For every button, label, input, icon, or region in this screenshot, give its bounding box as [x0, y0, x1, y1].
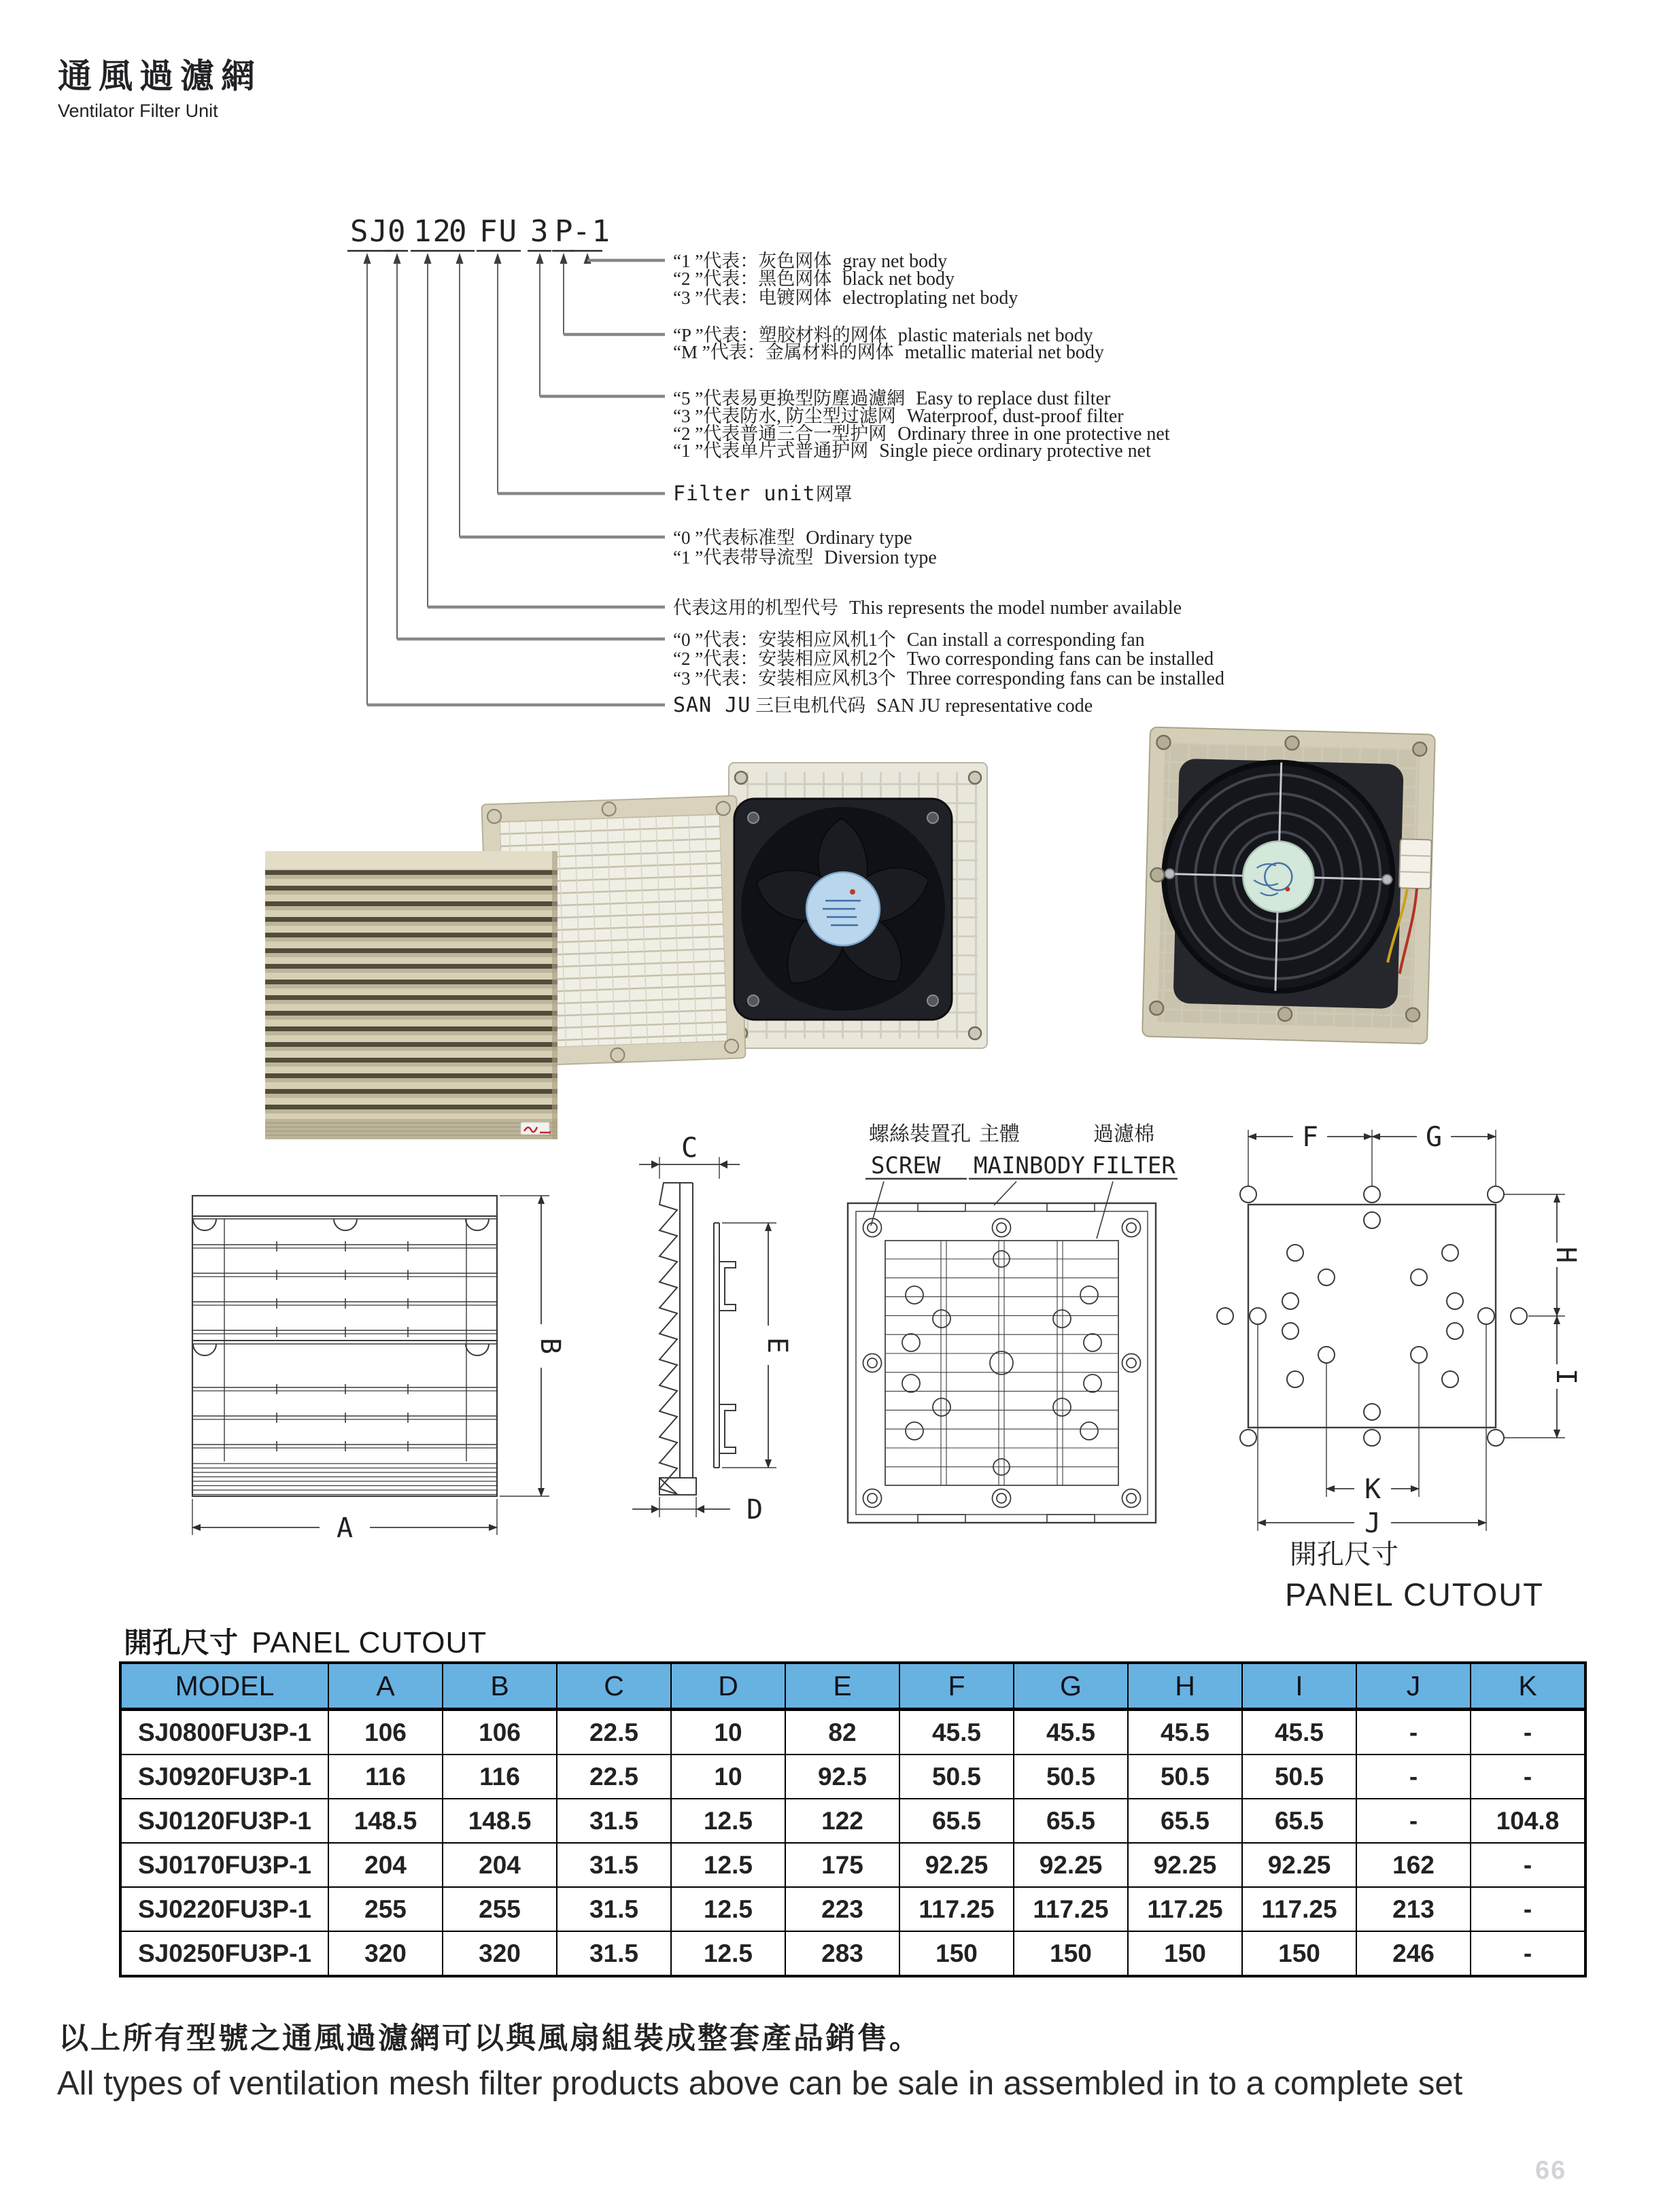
- screw-hole-ring: [1127, 1358, 1136, 1368]
- dim-value-cell: 92.25: [1014, 1843, 1128, 1887]
- dim-value-cell: 10: [671, 1755, 785, 1799]
- dim-value-cell: -: [1471, 1755, 1585, 1799]
- edge-tab: [1047, 1203, 1095, 1211]
- dim-h-label: H: [1550, 1246, 1581, 1264]
- guard-screw: [1165, 869, 1174, 878]
- screw-label-zh: 螺絲裝置孔: [869, 1123, 971, 1145]
- cutout-hole: [1364, 1186, 1380, 1203]
- scallop-notch: [193, 1219, 216, 1230]
- cutout-hole: [1240, 1186, 1256, 1203]
- dim-value-cell: 65.5: [1128, 1799, 1242, 1843]
- col-header-j: J: [1356, 1663, 1471, 1710]
- label-leader: [1097, 1181, 1113, 1239]
- col-header-f: F: [899, 1663, 1014, 1710]
- edge-tab: [1047, 1515, 1095, 1523]
- technical-drawings: [95, 1108, 1632, 1645]
- col-header-c: C: [557, 1663, 671, 1710]
- screw-hole-ring: [1127, 1223, 1136, 1232]
- cutout-hole: [1364, 1404, 1380, 1420]
- dim-value-cell: 50.5: [1014, 1755, 1128, 1799]
- legend-line: SAN JU 三巨电机代码 SAN JU representative code: [673, 693, 1093, 717]
- screw-icon: [725, 1039, 739, 1054]
- dim-value-cell: -: [1356, 1755, 1471, 1799]
- table-row: [120, 1710, 1585, 1755]
- col-header-d: D: [671, 1663, 785, 1710]
- dim-value-cell: 92.5: [785, 1755, 899, 1799]
- dim-value-cell: 246: [1356, 1931, 1471, 1976]
- cutout-hole: [1447, 1323, 1463, 1339]
- screw-hole-ring: [863, 1354, 882, 1372]
- dim-value-cell: 213: [1356, 1887, 1471, 1931]
- dim-j-label: J: [1364, 1508, 1381, 1539]
- dim-b-label: B: [534, 1337, 566, 1355]
- dim-value-cell: 12.5: [671, 1887, 785, 1931]
- connector-notch: [1400, 871, 1431, 872]
- dim-value-cell: -: [1471, 1843, 1585, 1887]
- fan-corner-screw: [748, 995, 759, 1006]
- col-header-k: K: [1471, 1663, 1585, 1710]
- dim-arrow: [696, 1505, 704, 1513]
- model-cell: SJ0920FU3P-1: [120, 1755, 328, 1799]
- dim-value-cell: -: [1471, 1710, 1585, 1755]
- screw-icon: [602, 802, 616, 816]
- cutout-hole: [1478, 1308, 1494, 1324]
- dim-value-cell: -: [1356, 1799, 1471, 1843]
- dim-value-cell: 117.25: [1014, 1887, 1128, 1931]
- model-code-group: 0: [449, 214, 468, 249]
- dim-value-cell: 12.5: [671, 1843, 785, 1887]
- model-cell: SJ0250FU3P-1: [120, 1931, 328, 1976]
- dim-value-cell: 104.8: [1471, 1799, 1585, 1843]
- legend-line: “M ”代表：金属材料的网体 metallic material net body: [673, 342, 1104, 363]
- dim-value-cell: 45.5: [899, 1710, 1014, 1755]
- screw-icon: [969, 772, 981, 784]
- dim-value-cell: 106: [328, 1710, 443, 1755]
- dim-value-cell: 122: [785, 1799, 899, 1843]
- cutout-hole: [1240, 1430, 1256, 1446]
- screw-hole-ring: [1127, 1493, 1136, 1503]
- cutout-hole: [1442, 1371, 1458, 1387]
- legend-line: “3 ”代表防水, 防尘型过滤网 Waterproof, dust-proof filter: [673, 406, 1124, 427]
- dim-c-label: C: [681, 1133, 698, 1164]
- model-code-group: SJ: [350, 214, 389, 249]
- mainbody-inner: [856, 1211, 1148, 1515]
- legend-line: “1 ”代表带导流型 Diversion type: [673, 547, 937, 568]
- dim-value-cell: 116: [328, 1755, 443, 1799]
- legend-line: “1 ”代表单片式普通护网 Single piece ordinary protective net: [673, 440, 1151, 462]
- dim-value-cell: 31.5: [557, 1931, 671, 1976]
- legend-line: “3 ”代表：电镀网体 electroplating net body: [673, 288, 1018, 309]
- dim-value-cell: 148.5: [443, 1799, 557, 1843]
- table-row: [120, 1887, 1585, 1931]
- louver-edge-shade: [552, 851, 557, 1139]
- col-header-model: MODEL: [120, 1663, 328, 1710]
- dim-value-cell: 150: [1242, 1931, 1356, 1976]
- dim-value-cell: 31.5: [557, 1843, 671, 1887]
- mount-hole: [1084, 1334, 1101, 1351]
- cutout-hole: [1287, 1245, 1303, 1261]
- table-title-en: PANEL CUTOUT: [252, 1626, 487, 1659]
- footer-line-zh: 以上所有型號之通風過濾網可以與風扇組裝成整套產品銷售。: [58, 2022, 921, 2055]
- dim-value-cell: -: [1471, 1887, 1585, 1931]
- dim-value-cell: 45.5: [1242, 1710, 1356, 1755]
- dim-g-label: G: [1425, 1122, 1443, 1153]
- dim-value-cell: 116: [443, 1755, 557, 1799]
- dim-value-cell: 255: [443, 1887, 557, 1931]
- cutout-hole: [1282, 1323, 1299, 1339]
- axial-fan-photo: [734, 799, 952, 1020]
- dim-value-cell: 117.25: [899, 1887, 1014, 1931]
- legend-line: “2 ”代表：黑色网体 black net body: [673, 269, 955, 290]
- dim-value-cell: 148.5: [328, 1799, 443, 1843]
- dim-value-cell: 50.5: [1128, 1755, 1242, 1799]
- cutout-hole: [1318, 1347, 1335, 1363]
- dim-value-cell: 92.25: [1242, 1843, 1356, 1887]
- dim-value-cell: 65.5: [899, 1799, 1014, 1843]
- dim-value-cell: 162: [1356, 1843, 1471, 1887]
- col-header-e: E: [785, 1663, 899, 1710]
- model-cell: SJ0800FU3P-1: [120, 1710, 328, 1755]
- screw-hole-ring: [1122, 1354, 1141, 1372]
- page-subtitle: Ventilator Filter Unit: [58, 101, 218, 121]
- dim-value-cell: 22.5: [557, 1710, 671, 1755]
- dim-value-cell: 82: [785, 1710, 899, 1755]
- unit-screw-icon: [1156, 736, 1171, 750]
- screw-icon: [611, 1048, 625, 1062]
- table-title: [124, 1621, 487, 1661]
- screw-icon: [487, 810, 502, 824]
- dim-i-label: I: [1550, 1368, 1581, 1385]
- dim-d-label: D: [746, 1494, 763, 1525]
- dim-value-cell: 117.25: [1128, 1887, 1242, 1931]
- unit-screw-icon: [1278, 1007, 1292, 1022]
- front-view-outline: [192, 1196, 497, 1496]
- model-code-group: 3: [530, 214, 550, 249]
- page-number: 66: [1535, 2156, 1567, 2185]
- leader-arrow: [584, 253, 591, 264]
- dim-value-cell: 204: [443, 1843, 557, 1887]
- dim-value-cell: 283: [785, 1931, 899, 1976]
- edge-tab: [918, 1203, 965, 1211]
- cutout-hole: [1364, 1212, 1380, 1228]
- col-header-a: A: [328, 1663, 443, 1710]
- table-row: [120, 1931, 1585, 1976]
- scallop-notch: [466, 1344, 489, 1355]
- screw-hole-ring: [1122, 1219, 1141, 1237]
- dim-value-cell: 150: [1128, 1931, 1242, 1976]
- page-header: [58, 49, 262, 122]
- table-title-zh: 開孔尺寸: [124, 1627, 239, 1659]
- model-code-group: -1: [572, 214, 611, 249]
- legend-line: 代表这用的机型代号 This represents the model number available: [673, 598, 1182, 619]
- dim-value-cell: 106: [443, 1710, 557, 1755]
- cutout-hole: [1442, 1245, 1458, 1261]
- mount-hole: [933, 1310, 950, 1328]
- cutout-hole: [1282, 1293, 1299, 1309]
- edge-tab: [918, 1515, 965, 1523]
- mount-hole: [1084, 1375, 1101, 1392]
- scallop-notch: [334, 1219, 357, 1230]
- legend-line: “1 ”代表：灰色网体 gray net body: [673, 251, 948, 272]
- cutout-hole: [1488, 1186, 1504, 1203]
- louver-top-cap: [265, 851, 557, 869]
- legend-line: “0 ”代表：安装相应风机1个 Can install a corresponding fan: [673, 629, 1145, 651]
- cutout-hole: [1411, 1269, 1427, 1285]
- model-code-group: 12: [413, 214, 452, 249]
- dim-value-cell: 50.5: [1242, 1755, 1356, 1799]
- cutout-hole: [1287, 1371, 1303, 1387]
- mount-hole: [1080, 1286, 1098, 1304]
- model-cell: SJ0220FU3P-1: [120, 1887, 328, 1931]
- dim-value-cell: 12.5: [671, 1799, 785, 1843]
- legend-line: “2 ”代表：安装相应风机2个 Two corresponding fans can be installed: [673, 649, 1214, 670]
- dim-value-cell: 320: [328, 1931, 443, 1976]
- scallop-notch: [193, 1344, 216, 1355]
- louver-grille-photo: [265, 851, 557, 1139]
- mainbody-label-en: MAINBODY: [974, 1152, 1085, 1179]
- dim-value-cell: 175: [785, 1843, 899, 1887]
- cutout-hole: [1364, 1430, 1380, 1446]
- dim-value-cell: 150: [899, 1931, 1014, 1976]
- cutout-hole: [1488, 1430, 1504, 1446]
- unit-screw-icon: [1150, 1001, 1164, 1016]
- connector-block: [1399, 839, 1432, 888]
- side-clip: [719, 1404, 736, 1453]
- assembled-unit-photo: [1142, 727, 1435, 1044]
- screw-hole-ring: [868, 1223, 877, 1232]
- scallop-notch: [466, 1219, 489, 1230]
- dim-value-cell: 117.25: [1242, 1887, 1356, 1931]
- dim-f-label: F: [1301, 1122, 1319, 1153]
- dim-value-cell: 31.5: [557, 1799, 671, 1843]
- model-code-group: 0: [388, 214, 407, 249]
- footer-line-en: All types of ventilation mesh filter products above can be sale in assembled in to a complete set: [57, 2065, 1463, 2102]
- unit-screw-icon: [1406, 1008, 1420, 1022]
- dim-arrow: [651, 1505, 659, 1513]
- col-header-i: I: [1242, 1663, 1356, 1710]
- fan-corner-screw: [748, 812, 759, 823]
- filter-label-zh: 過濾棉: [1093, 1123, 1154, 1145]
- cutout-hole: [1217, 1308, 1233, 1324]
- cutout-hole: [1411, 1347, 1427, 1363]
- dim-value-cell: 150: [1014, 1931, 1128, 1976]
- panel-cutout-table: [119, 1661, 1587, 1977]
- center-hole: [990, 1351, 1013, 1375]
- screw-hole-ring: [993, 1489, 1011, 1508]
- dim-arrow: [651, 1160, 659, 1169]
- label-leader: [994, 1181, 1016, 1205]
- dim-value-cell: 92.25: [899, 1843, 1014, 1887]
- side-foot: [659, 1478, 696, 1495]
- mount-hole: [1080, 1422, 1098, 1440]
- cutout-caption-en: PANEL CUTOUT: [1285, 1576, 1544, 1612]
- dim-value-cell: 10: [671, 1710, 785, 1755]
- mount-hole: [1053, 1310, 1071, 1328]
- hub-label-logo-dot: [850, 889, 855, 895]
- unit-screw-icon: [1413, 742, 1427, 757]
- screw-hole-ring: [1122, 1489, 1141, 1508]
- fan-corner-screw: [927, 995, 938, 1006]
- mount-hole: [906, 1422, 923, 1440]
- dim-arrow: [719, 1160, 727, 1169]
- cutout-outline: [1248, 1205, 1496, 1428]
- guard-screw: [1382, 875, 1392, 884]
- model-cell: SJ0170FU3P-1: [120, 1843, 328, 1887]
- cutout-hole: [1250, 1308, 1266, 1324]
- table-row: [120, 1755, 1585, 1799]
- filter-label-en: FILTER: [1092, 1152, 1175, 1179]
- unit-screw-icon: [1285, 736, 1299, 750]
- mainbody-label-zh: 主體: [979, 1123, 1020, 1145]
- dim-e-label: E: [761, 1336, 793, 1354]
- mount-hole: [906, 1286, 923, 1304]
- side-sawtooth: [659, 1183, 693, 1494]
- dim-value-cell: 223: [785, 1887, 899, 1931]
- screw-hole-ring: [997, 1493, 1006, 1503]
- filter-area: [885, 1241, 1118, 1485]
- dim-value-cell: -: [1471, 1931, 1585, 1976]
- col-header-h: H: [1128, 1663, 1242, 1710]
- dim-value-cell: 204: [328, 1843, 443, 1887]
- fan-corner-screw: [927, 812, 938, 823]
- unit-screw-icon: [1150, 868, 1165, 882]
- page-title: 通風過濾網: [58, 57, 262, 95]
- louver-slats: [265, 869, 557, 1119]
- dim-value-cell: 255: [328, 1887, 443, 1931]
- cutout-caption-zh: 開孔尺寸: [1290, 1540, 1398, 1570]
- connector-notch: [1400, 855, 1431, 856]
- screw-hole-ring: [993, 1219, 1011, 1237]
- model-code-diagram: [320, 194, 1360, 738]
- mount-hole: [1053, 1398, 1071, 1416]
- dim-value-cell: 45.5: [1128, 1710, 1242, 1755]
- dim-a-label: A: [336, 1513, 354, 1544]
- dim-value-cell: 12.5: [671, 1931, 785, 1976]
- table-header-row: [120, 1663, 1585, 1710]
- cutout-hole: [1318, 1269, 1335, 1285]
- screw-hole-ring: [868, 1493, 877, 1503]
- legend-line: “3 ”代表：安装相应风机3个 Three corresponding fans can be installed: [673, 668, 1224, 689]
- mount-hole: [902, 1375, 920, 1392]
- legend-line: “0 ”代表标准型 Ordinary type: [673, 528, 912, 549]
- dim-value-cell: 22.5: [557, 1755, 671, 1799]
- dim-k-label: K: [1364, 1474, 1381, 1505]
- mount-hole: [933, 1398, 950, 1416]
- table-row: [120, 1843, 1585, 1887]
- cutout-hole: [1511, 1308, 1527, 1324]
- col-header-b: B: [443, 1663, 557, 1710]
- model-code-group: P: [555, 214, 574, 249]
- legend-line: “P ”代表：塑胶材料的网体 plastic materials net body: [673, 325, 1093, 346]
- model-code-group: FU: [479, 214, 518, 249]
- product-photos: [252, 707, 1448, 1156]
- side-clip: [719, 1262, 736, 1311]
- mount-hole: [902, 1334, 920, 1351]
- screw-hole-ring: [863, 1489, 882, 1508]
- model-cell: SJ0120FU3P-1: [120, 1799, 328, 1843]
- col-header-g: G: [1014, 1663, 1128, 1710]
- dim-value-cell: 65.5: [1242, 1799, 1356, 1843]
- legend-line: “5 ”代表易更换型防塵過濾網 Easy to replace dust filter: [673, 388, 1111, 409]
- dim-value-cell: 92.25: [1128, 1843, 1242, 1887]
- cutout-hole: [1447, 1293, 1463, 1309]
- legend-line: Filter unit网罩: [673, 482, 853, 506]
- screw-hole-ring: [868, 1358, 877, 1368]
- screw-label-en: SCREW: [871, 1152, 941, 1179]
- screw-hole-ring: [997, 1223, 1006, 1232]
- screw-icon: [716, 801, 730, 816]
- dim-value-cell: 320: [443, 1931, 557, 1976]
- fan-rear-label: [1242, 840, 1315, 913]
- screw-icon: [735, 772, 747, 784]
- dim-value-cell: 31.5: [557, 1887, 671, 1931]
- dim-value-cell: 65.5: [1014, 1799, 1128, 1843]
- dim-value-cell: 50.5: [899, 1755, 1014, 1799]
- table-row: [120, 1799, 1585, 1843]
- dim-value-cell: -: [1356, 1710, 1471, 1755]
- legend-line: “2 ”代表普通三合一型护网 Ordinary three in one protective net: [673, 424, 1170, 445]
- screw-icon: [969, 1027, 981, 1039]
- dim-value-cell: 45.5: [1014, 1710, 1128, 1755]
